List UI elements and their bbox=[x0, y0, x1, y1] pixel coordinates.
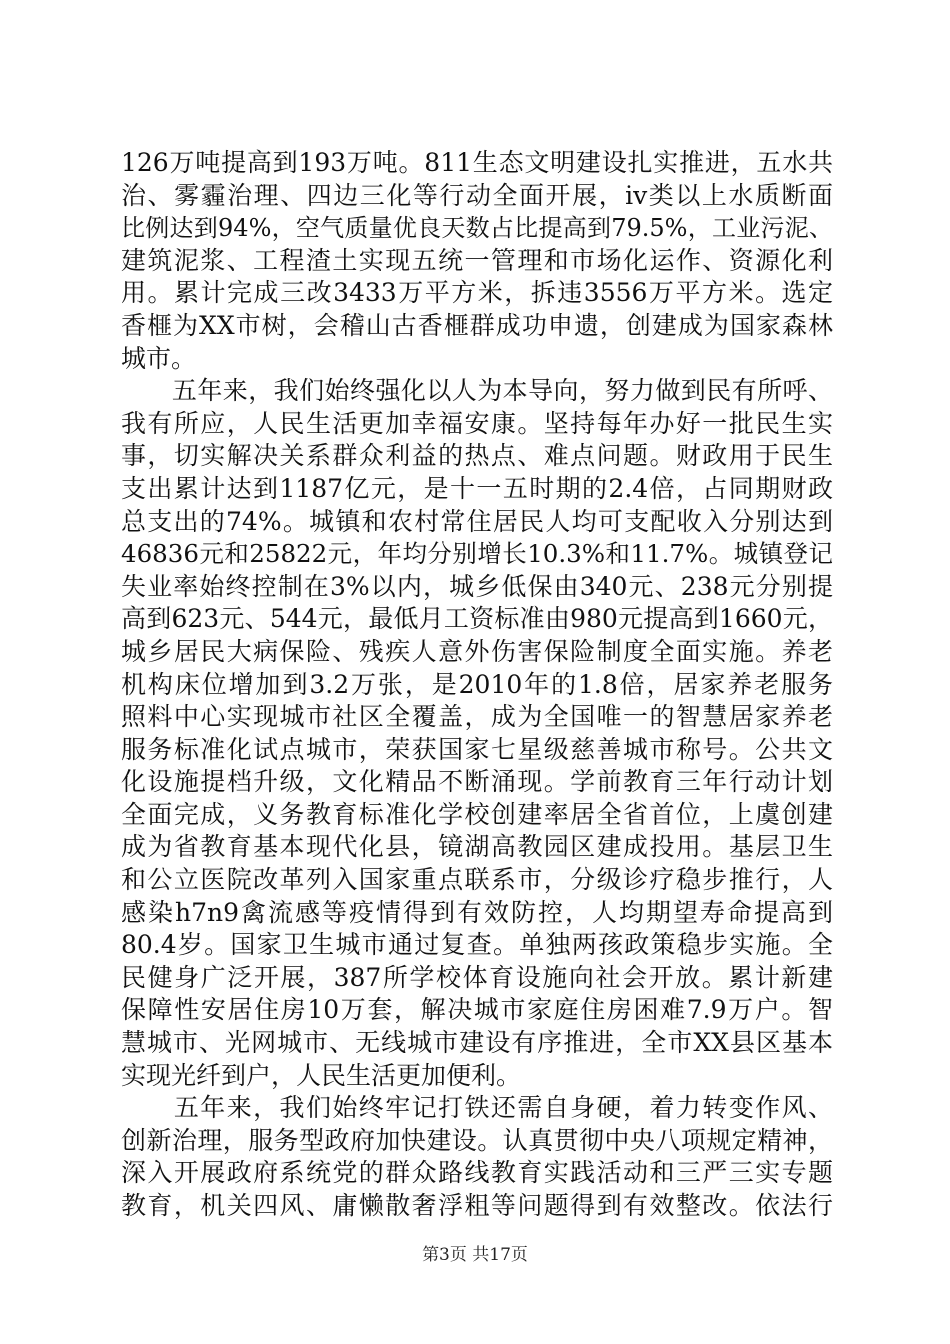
text-line: 五年来，我们始终牢记打铁还需自身硬，着力转变作风、 bbox=[121, 1093, 833, 1123]
text-line: 80.4岁。国家卫生城市通过复查。单独两孩政策稳步实施。全 bbox=[121, 930, 833, 960]
text-line: 126万吨提高到193万吨。811生态文明建设扎实推进，五水共 bbox=[121, 148, 833, 177]
text-line: 创新治理，服务型政府加快建设。认真贯彻中央八项规定精神， bbox=[121, 1125, 833, 1155]
text-line: 化设施提档升级，文化精品不断涌现。学前教育三年行动计划 bbox=[121, 767, 833, 797]
text-line: 总支出的74%。城镇和农村常住居民人均可支配收入分别达到 bbox=[121, 506, 833, 536]
text-line: 失业率始终控制在3%以内，城乡低保由340元、238元分别提 bbox=[121, 571, 833, 601]
text-line: 和公立医院改革列入国家重点联系市，分级诊疗稳步推行，人 bbox=[121, 865, 833, 895]
text-line: 感染h7n9禽流感等疫情得到有效防控，人均期望寿命提高到 bbox=[121, 897, 833, 927]
text-line: 照料中心实现城市社区全覆盖，成为全国唯一的智慧居家养老 bbox=[121, 702, 833, 732]
text-line: 用。累计完成三改3433万平方米，拆违3556万平方米。选定 bbox=[121, 278, 833, 308]
text-line: 民健身广泛开展，387所学校体育设施向社会开放。累计新建 bbox=[121, 962, 833, 992]
text-line: 机构床位增加到3.2万张，是2010年的1.8倍，居家养老服务 bbox=[121, 669, 833, 699]
text-line: 五年来，我们始终强化以人为本导向，努力做到民有所呼、 bbox=[121, 376, 833, 406]
text-line: 我有所应，人民生活更加幸福安康。坚持每年办好一批民生实 bbox=[121, 408, 833, 438]
page-number: 第3页 共17页 bbox=[422, 1245, 528, 1265]
text-line: 比例达到94%，空气质量优良天数占比提高到79.5%，工业污泥、 bbox=[121, 214, 833, 243]
text-line: 深入开展政府系统党的群众路线教育实践活动和三严三实专题 bbox=[121, 1158, 833, 1188]
text-line: 实现光纤到户，人民生活更加便利。 bbox=[121, 1060, 522, 1090]
text-line: 支出累计达到1187亿元，是十一五时期的2.4倍，占同期财政 bbox=[121, 473, 833, 503]
text-line: 46836元和25822元，年均分别增长10.3%和11.7%。城镇登记 bbox=[121, 539, 833, 569]
paragraph-3 bbox=[121, 1092, 833, 1222]
text-line: 慧城市、光网城市、无线城市建设有序推进，全市XX县区基本 bbox=[121, 1028, 833, 1058]
text-line: 教育，机关四风、庸懒散奢浮粗等问题得到有效整改。依法行 bbox=[121, 1191, 833, 1220]
text-line: 事，切实解决关系群众利益的热点、难点问题。财政用于民生 bbox=[121, 441, 833, 471]
text-line: 保障性安居住房10万套，解决城市家庭住房困难7.9万户。智 bbox=[121, 995, 833, 1025]
text-line: 城乡居民大病保险、残疾人意外伤害保险制度全面实施。养老 bbox=[121, 636, 833, 666]
text-line: 成为省教育基本现代化县，镜湖高教园区建成投用。基层卫生 bbox=[121, 832, 833, 862]
paragraph-1 bbox=[121, 147, 833, 375]
text-line: 城市。 bbox=[121, 343, 197, 373]
text-line: 高到623元、544元，最低月工资标准由980元提高到1660元， bbox=[121, 604, 833, 634]
text-line: 香榧为XX市树，会稽山古香榧群成功申遗，创建成为国家森林 bbox=[121, 310, 833, 340]
page-footer bbox=[0, 1240, 950, 1265]
paragraph-2 bbox=[121, 375, 833, 1092]
text-line: 全面完成，义务教育标准化学校创建率居全省首位，上虞创建 bbox=[121, 799, 833, 829]
text-line: 治、雾霾治理、四边三化等行动全面开展，iv类以上水质断面 bbox=[121, 180, 833, 210]
document-body bbox=[121, 147, 833, 1223]
text-line: 服务标准化试点城市，荣获国家七星级慈善城市称号。公共文 bbox=[121, 734, 833, 764]
text-line: 建筑泥浆、工程渣土实现五统一管理和市场化运作、资源化利 bbox=[121, 245, 833, 275]
